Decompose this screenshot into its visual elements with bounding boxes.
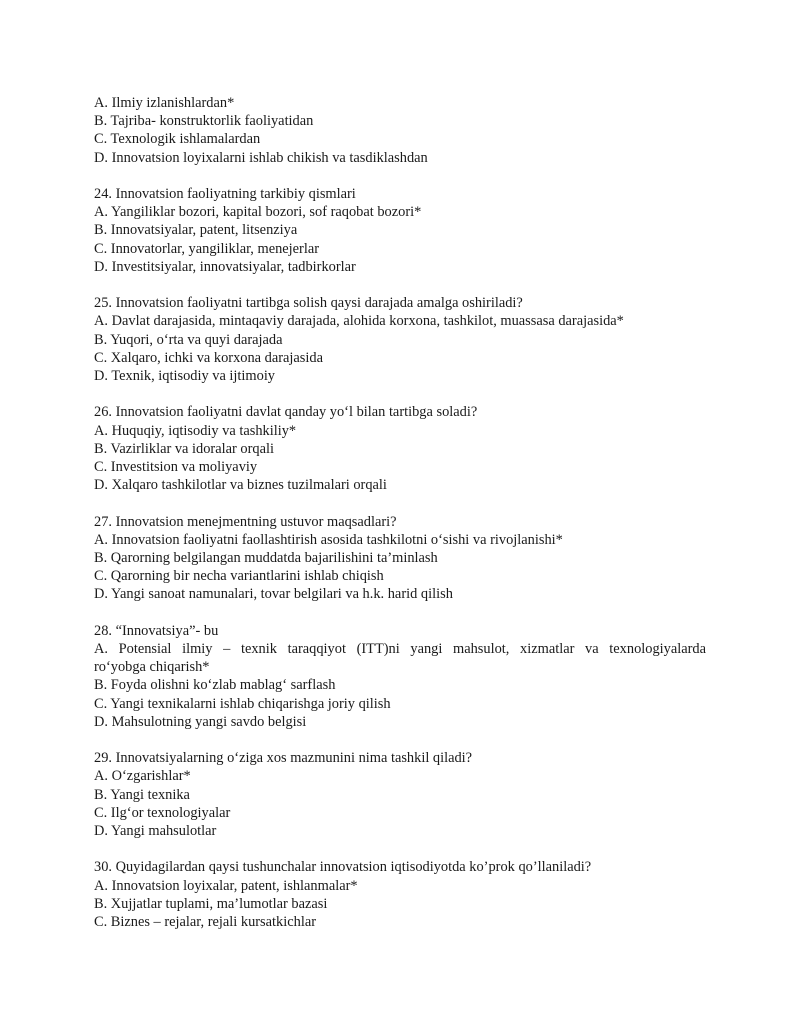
option-a: A. O‘zgarishlar* <box>94 768 191 785</box>
question-text: 27. Innovatsion menejmentning ustuvor maqsadlari? <box>94 513 397 530</box>
option-b: B. Xujjatlar tuplami, ma’lumotlar bazasi <box>94 895 328 912</box>
option-d: D. Investitsiyalar, innovatsiyalar, tadbirkorlar <box>94 258 356 275</box>
question-block-27 <box>94 513 706 604</box>
option-a: A. Innovatsion loyixalar, patent, ishlanmalar* <box>94 877 358 894</box>
option-d: D. Xalqaro tashkilotlar va biznes tuzilmalari orqali <box>94 477 387 494</box>
option-c: C. Xalqaro, ichki va korxona darajasida <box>94 349 323 366</box>
question-text: 30. Quyidagilardan qaysi tushunchalar innovatsion iqtisodiyotda ko’prok qo’llaniladi? <box>94 859 592 876</box>
option-d: D. Yangi sanoat namunalari, tovar belgilari va h.k. harid qilish <box>94 586 453 603</box>
option-d: D. Innovatsion loyixalarni ishlab chikish va tasdiklashdan <box>94 149 428 166</box>
option-a: A. Yangiliklar bozori, kapital bozori, sof raqobat bozori* <box>94 204 422 221</box>
option-c: C. Qarorning bir necha variantlarini ishlab chiqish <box>94 568 384 585</box>
option-c: C. Yangi texnikalarni ishlab chiqarishga joriy qilish <box>94 695 391 712</box>
option-b: B. Tajriba- konstruktorlik faoliyatidan <box>94 113 314 130</box>
option-c: C. Biznes – rejalar, rejali kursatkichlar <box>94 914 316 931</box>
question-text: 25. Innovatsion faoliyatni tartibga solish qaysi darajada amalga oshiriladi? <box>94 295 523 312</box>
option-b: B. Yangi texnika <box>94 786 190 803</box>
question-block-30 <box>94 858 706 931</box>
option-a-continuation: ro‘yobga chiqarish* <box>94 659 210 676</box>
question-block-26 <box>94 403 706 494</box>
option-c: C. Texnologik ishlamalardan <box>94 131 261 148</box>
question-text: 29. Innovatsiyalarning o‘ziga xos mazmunini nima tashkil qiladi? <box>94 750 473 767</box>
option-a: A. Potensial ilmiy – texnik taraqqiyot (ITT)ni yangi mahsulot, xizmatlar va texnologiyalarda <box>94 641 706 658</box>
option-c: C. Innovatorlar, yangiliklar, menejerlar <box>94 240 320 257</box>
option-c: C. Investitsion va moliyaviy <box>94 459 258 476</box>
option-b: B. Vazirliklar va idoralar orqali <box>94 440 274 457</box>
option-b: B. Foyda olishni ko‘zlab mablag‘ sarflash <box>94 677 336 694</box>
question-text: 26. Innovatsion faoliyatni davlat qanday yo‘l bilan tartibga soladi? <box>94 404 478 421</box>
option-d: D. Yangi mahsulotlar <box>94 823 217 840</box>
option-a: A. Ilmiy izlanishlardan* <box>94 95 235 111</box>
option-a: A. Davlat darajasida, mintaqaviy darajada, alohida korxona, tashkilot, muassasa darajasida* <box>94 313 624 330</box>
option-b: B. Yuqori, o‘rta va quyi darajada <box>94 331 283 348</box>
option-c: C. Ilg‘or texnologiyalar <box>94 804 231 821</box>
question-text: 24. Innovatsion faoliyatning tarkibiy qismlari <box>94 186 356 202</box>
question-block-24 <box>94 185 706 276</box>
option-d: D. Mahsulotning yangi savdo belgisi <box>94 713 307 730</box>
question-block-23 <box>94 94 706 167</box>
option-a: A. Innovatsion faoliyatni faollashtirish asosida tashkilotni o‘sishi va rivojlanishi* <box>94 531 563 548</box>
option-b: B. Qarorning belgilangan muddatda bajarilishini ta’minlash <box>94 550 438 567</box>
question-block-28 <box>94 622 706 731</box>
question-block-25 <box>94 294 706 385</box>
question-block-29 <box>94 749 706 840</box>
option-b: B. Innovatsiyalar, patent, litsenziya <box>94 222 298 239</box>
option-d: D. Texnik, iqtisodiy va ijtimoiy <box>94 368 276 385</box>
option-a: A. Huquqiy, iqtisodiy va tashkiliy* <box>94 422 297 439</box>
question-text: 28. “Innovatsiya”- bu <box>94 622 219 639</box>
